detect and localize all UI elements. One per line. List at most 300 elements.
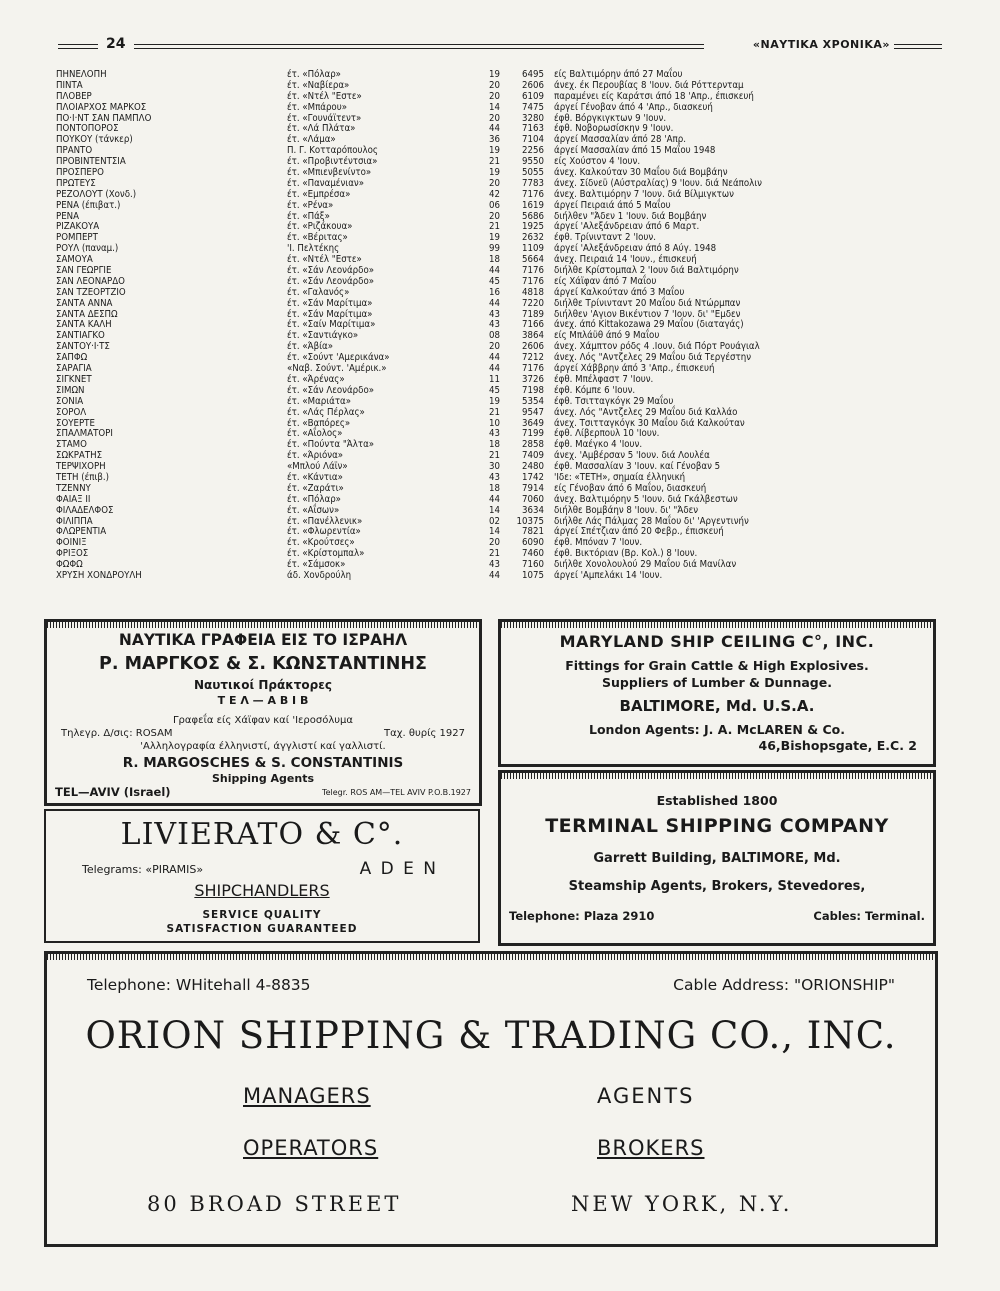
ship-row: [56, 81, 946, 92]
ship-status: διήλθεν 'Αγιον Βικέντιον 7 'Ιουν. δι' "Εμδεν: [554, 308, 741, 320]
ship-name: ΣΟΥΕΡΤΕ: [56, 417, 95, 429]
ship-name: ΠΛΟΙΑΡΧΟΣ ΜΑΡΚΟΣ: [56, 101, 147, 113]
ad-maryland-name: MARYLAND SHIP CEILING C°, INC.: [559, 632, 875, 651]
ad-orion-role-agents: AGENTS: [597, 1084, 695, 1108]
ship-row: [56, 244, 946, 255]
ship-row: [56, 124, 946, 135]
ship-tonnage: 44: [489, 123, 500, 135]
ship-name: ΦΩΦΩ: [56, 559, 83, 571]
ship-tonnage: 42: [489, 188, 500, 200]
ship-tonnage: 43: [489, 471, 500, 483]
border-hatch: [47, 622, 479, 628]
ship-row: [56, 70, 946, 81]
ship-name: ΤΖΕΝΝΥ: [56, 482, 91, 494]
ship-status: διήλθε Λάς Πάλμας 28 Μαΐου δι' 'Αργεντινήν: [554, 515, 749, 527]
ship-dwt: 7198: [522, 384, 544, 396]
ship-dwt: 3649: [522, 417, 544, 429]
ship-row: [56, 473, 946, 484]
ship-tonnage: 44: [489, 265, 500, 277]
ship-status: άργεί Σπέτζιαν άπό 20 Φεβρ., έπισκευή: [554, 526, 724, 538]
ad-livierato-telegrams: Telegrams: «PIRAMIS»: [82, 863, 204, 876]
ship-tonnage: 02: [489, 515, 500, 527]
ship-name: ΣΑΝ ΤΖΕΟΡΤΖΙΟ: [56, 286, 126, 298]
ship-tonnage: 14: [489, 526, 500, 538]
ship-owner: έτ. «Πούντα "Άλτα»: [287, 439, 375, 451]
ship-status: έφθ. Βικτόριαν (Βρ. Κολ.) 8 'Ιουν.: [554, 548, 698, 560]
ad-israel-telegr-gr: Τηλεγρ. Δ/σις: ROSAM: [61, 728, 173, 739]
ship-row: [56, 92, 946, 103]
ship-row: [56, 190, 946, 201]
ad-israel-names-en: R. MARGOSCHES & S. CONSTANTINIS: [122, 755, 404, 771]
ad-israel-telegr-en: Telegr. ROS AM—TEL AVIV P.O.B.1927: [322, 788, 471, 797]
ship-dwt: 7163: [522, 123, 544, 135]
ship-dwt: 9550: [522, 156, 544, 168]
ad-maryland: [498, 619, 936, 767]
header-rule-right: [894, 44, 942, 49]
ad-orion-cable: Cable Address: "ORIONSHIP": [673, 976, 895, 994]
ship-dwt: 7176: [522, 265, 544, 277]
ship-owner: έτ. «Άρένας»: [287, 373, 345, 385]
ship-tonnage: 99: [489, 243, 500, 255]
ship-name: ΣΙΓΚΝΕΤ: [56, 373, 92, 385]
ship-owner: έτ. «Πόλαρ»: [287, 493, 341, 505]
ship-status: παραμένει είς Καράτσι άπό 18 'Απρ., έπισκευή: [554, 90, 754, 102]
ship-list: [56, 70, 946, 582]
ad-terminal-address: Garrett Building, BALTIMORE, Md.: [593, 851, 841, 866]
ship-status: άνεχ. Σίδνεϋ (Αύστραλίας) 9 'Ιουν. διά Νεάπολιν: [554, 177, 762, 189]
ship-tonnage: 19: [489, 395, 500, 407]
ship-dwt: 7176: [522, 363, 544, 375]
ship-row: [56, 342, 946, 353]
ship-dwt: 3864: [522, 330, 544, 342]
publication-title: «ΝΑΥΤΙΚΑ ΧΡΟΝΙΚΑ»: [752, 38, 890, 51]
ship-row: [56, 201, 946, 212]
ship-status: άνεχ. Χάμπτον ρόδς 4 .Ιουν. διά Πόρτ Ρουάγιαλ: [554, 341, 760, 353]
ship-dwt: 7189: [522, 308, 544, 320]
ship-dwt: 7220: [522, 297, 544, 309]
ship-row: [56, 288, 946, 299]
ship-tonnage: 30: [489, 461, 500, 473]
ship-status: άνεχ. Καλκούταν 30 Μαΐου διά Βομβάην: [554, 167, 728, 179]
ship-tonnage: 19: [489, 69, 500, 80]
ad-israel: [44, 619, 482, 806]
ship-name: ΠΡΩΤΕΥΣ: [56, 177, 96, 189]
ship-tonnage: 21: [489, 406, 500, 418]
ad-terminal-established: Established 1800: [656, 793, 778, 808]
ship-name: ΣΠΑΛΜΑΤΟΡΙ: [56, 428, 113, 440]
ship-row: [56, 364, 946, 375]
ship-dwt: 7199: [522, 428, 544, 440]
ship-tonnage: 21: [489, 221, 500, 233]
ad-maryland-agents: London Agents: J. A. McLAREN & Co.: [589, 722, 845, 737]
ad-terminal-name: TERMINAL SHIPPING COMPANY: [545, 815, 889, 837]
ship-owner: έτ. «Φλωρεντία»: [287, 526, 361, 538]
ship-name: ΣΑΜΟΥΑ: [56, 254, 93, 266]
ship-row: [56, 157, 946, 168]
ship-name: ΣΑΝΤΑ ΔΕΣΠΩ: [56, 308, 118, 320]
ship-tonnage: 45: [489, 275, 500, 287]
ship-name: ΠΡΟΣΠΕΡΟ: [56, 167, 104, 179]
ship-name: ΠΡΑΝΤΟ: [56, 145, 93, 157]
ship-name: ΡΟΥΛ (παναμ.): [56, 243, 119, 255]
ship-name: ΣΑΝ ΛΕΟΝΑΡΔΟ: [56, 275, 125, 287]
ad-orion-street: 80 BROAD STREET: [147, 1192, 402, 1216]
ship-status: άργεί Γένοβαν άπό 4 'Απρ., διασκευή: [554, 101, 713, 113]
ship-name: ΡΕΝΑ (έπιβατ.): [56, 199, 121, 211]
ship-row: [56, 375, 946, 386]
ship-row: [56, 299, 946, 310]
ship-owner: έτ. «Σαντιάγκο»: [287, 330, 359, 342]
ship-owner: έτ. «Ντέλ "Εστε»: [287, 90, 362, 102]
ad-orion-city: NEW YORK, N.Y.: [571, 1192, 793, 1216]
ship-owner: «Μπλού Λάϊν»: [287, 461, 348, 473]
ship-dwt: 7475: [522, 101, 544, 113]
ship-owner: έτ. «Λά Πλάτα»: [287, 123, 356, 135]
ship-dwt: 2256: [522, 145, 544, 157]
ad-orion-role-operators: OPERATORS: [243, 1136, 379, 1160]
ship-dwt: 7821: [522, 526, 544, 538]
ship-tonnage: 11: [489, 373, 500, 385]
ship-row: [56, 484, 946, 495]
ship-tonnage: 20: [489, 341, 500, 353]
ship-tonnage: 18: [489, 254, 500, 266]
ship-status: διήλθεν "Άδεν 1 'Ιουν. διά Βομβάην: [554, 210, 707, 222]
ship-row: [56, 353, 946, 364]
ship-row: [56, 277, 946, 288]
ad-maryland-address: 46,Bishopsgate, E.C. 2: [758, 738, 917, 753]
ship-dwt: 7914: [522, 482, 544, 494]
ship-name: ΧΡΥΣΗ ΧΟΝΔΡΟΥΛΗ: [56, 569, 142, 581]
ship-status: έφθ. Μπέλφαστ 7 'Ιουν.: [554, 373, 654, 385]
ship-status: είς Χάϊφαν άπό 7 Μαΐου: [554, 275, 657, 287]
ship-status: έφθ. Τρίνινταντ 2 'Ιουν.: [554, 232, 656, 244]
ship-status: έφθ. Λίβερπουλ 10 'Ιουν.: [554, 428, 660, 440]
ship-owner: έτ. «Πόλαρ»: [287, 69, 341, 80]
ship-row: [56, 266, 946, 277]
ship-status: άνεχ. Πειραιά 14 'Ιουν., έπισκευή: [554, 254, 697, 266]
ship-owner: έτ. «Σούντ 'Αμερικάνα»: [287, 352, 390, 364]
ship-tonnage: 19: [489, 167, 500, 179]
ship-status: έφθ. Μπόναν 7 'Ιουν.: [554, 537, 643, 549]
ship-owner: έτ. «Αΐολος»: [287, 428, 343, 440]
ship-dwt: 7176: [522, 188, 544, 200]
ship-owner: «Ναβ. Σούντ. 'Αμέρικ.»: [287, 363, 387, 375]
ship-name: ΤΕΡΨΙΧΟΡΗ: [56, 461, 106, 473]
ship-owner: έτ. «Αΐσων»: [287, 504, 340, 516]
ad-israel-heading: ΝΑΥΤΙΚΑ ΓΡΑΦΕΙΑ ΕΙΣ ΤΟ ΙΣΡΑΗΛ: [118, 631, 408, 649]
ship-row: [56, 222, 946, 233]
ship-name: ΣΤΑΜΟ: [56, 439, 87, 451]
ship-dwt: 7409: [522, 450, 544, 462]
ad-maryland-line1: Fittings for Grain Cattle & High Explosives.: [565, 658, 869, 673]
ship-dwt: 6090: [522, 537, 544, 549]
ship-dwt: 2480: [522, 461, 544, 473]
ship-name: ΣΟΡΟΛ: [56, 406, 87, 418]
ship-row: [56, 560, 946, 571]
ship-owner: έτ. «Πανέλλενικ»: [287, 515, 363, 527]
ship-owner: έτ. «Βαπόρες»: [287, 417, 351, 429]
ship-row: [56, 397, 946, 408]
ship-name: ΣΑΝΤΙΑΓΚΟ: [56, 330, 105, 342]
ship-row: [56, 440, 946, 451]
ad-israel-city-gr: Τ Ε Λ — Α Β Ι Β: [217, 694, 309, 707]
ship-name: ΦΙΛΑΔΕΛΦΟΣ: [56, 504, 114, 516]
ship-name: ΦΡΙΞΟΣ: [56, 548, 89, 560]
ship-tonnage: 20: [489, 79, 500, 91]
ship-dwt: 5354: [522, 395, 544, 407]
ship-name: ΣΑΝΤΑ ΑΝΝΑ: [56, 297, 113, 309]
ship-row: [56, 168, 946, 179]
ship-status: έφθ. Βόργκιγκτων 9 'Ιουν.: [554, 112, 667, 124]
ship-row: [56, 386, 946, 397]
ship-owner: έτ. «Άβία»: [287, 341, 333, 353]
ad-israel-pobox-gr: Ταχ. θυρίς 1927: [384, 728, 465, 739]
ad-terminal-telephone: Telephone: Plaza 2910: [509, 909, 655, 923]
ship-tonnage: 14: [489, 504, 500, 516]
ship-status: 'Ιδε: «ΤΕΤΗ», σημαία έλληνική: [554, 471, 686, 483]
ship-dwt: 7176: [522, 275, 544, 287]
ship-dwt: 9547: [522, 406, 544, 418]
ship-name: ΣΑΡΑΓΙΑ: [56, 363, 92, 375]
ship-name: ΦΑΙΑΞ ΙΙ: [56, 493, 91, 505]
ship-tonnage: 21: [489, 156, 500, 168]
ship-dwt: 2632: [522, 232, 544, 244]
ship-owner: έτ. «Σάν Λεονάρδο»: [287, 384, 375, 396]
ship-dwt: 3280: [522, 112, 544, 124]
ship-status: είς Μπλάϋθ άπό 9 Μαΐου: [554, 330, 660, 342]
ad-livierato-name: LIVIERATO & C°.: [120, 817, 404, 852]
ship-owner: έτ. «Άριόνα»: [287, 450, 344, 462]
ship-dwt: 1925: [522, 221, 544, 233]
ship-name: ΣΑΝ ΓΕΩΡΓΙΕ: [56, 265, 112, 277]
ad-orion-telephone: Telephone: WHitehall 4-8835: [87, 976, 311, 994]
page-header: [58, 36, 942, 56]
ship-tonnage: 43: [489, 559, 500, 571]
ship-status: άργεί Χάββρην άπό 3 'Απρ., έπισκευή: [554, 363, 715, 375]
ship-status: είς Χούστον 4 'Ιουν.: [554, 156, 641, 168]
ad-orion-name: ORION SHIPPING & TRADING CO., INC.: [85, 1014, 897, 1057]
ship-status: άργεί Μασσαλίαν άπό 28 'Απρ.: [554, 134, 686, 146]
ship-owner: έτ. «Λάμα»: [287, 134, 336, 146]
ship-tonnage: 20: [489, 112, 500, 124]
ship-owner: έτ. «Μπιενβενίντο»: [287, 167, 372, 179]
ship-dwt: 1075: [522, 569, 544, 581]
ad-terminal-cables: Cables: Terminal.: [813, 909, 925, 923]
ship-dwt: 10375: [516, 515, 544, 527]
header-rule-left: [58, 44, 98, 49]
ship-owner: έτ. «Γουνάϊτεντ»: [287, 112, 362, 124]
ship-tonnage: 16: [489, 286, 500, 298]
ship-name: ΠΛΟΒΕΡ: [56, 90, 92, 102]
ship-owner: έτ. «Λάς Πέρλας»: [287, 406, 365, 418]
page-number: 24: [106, 36, 126, 52]
ship-name: ΣΙΜΩΝ: [56, 384, 85, 396]
ship-status: άνεχ. 'Αμβέρσαν 5 'Ιουν. διά Λουλέα: [554, 450, 710, 462]
ship-status: έφθ. Μασσαλίαν 3 'Ιουν. καί Γένοβαν 5: [554, 461, 721, 473]
ship-name: ΤΕΤΗ (έπιβ.): [56, 471, 109, 483]
ship-dwt: 7160: [522, 559, 544, 571]
ad-terminal-services: Steamship Agents, Brokers, Stevedores,: [568, 879, 866, 894]
ship-owner: έτ. «Ναβίερα»: [287, 79, 350, 91]
ship-dwt: 7104: [522, 134, 544, 146]
ship-name: ΡΟΜΠΕΡΤ: [56, 232, 98, 244]
ship-tonnage: 43: [489, 428, 500, 440]
ship-status: άργεί Καλκούταν άπό 3 Μαΐου: [554, 286, 685, 298]
ship-status: διήλθε Τρίνινταντ 20 Μαΐου διά Ντώρμπαν: [554, 297, 741, 309]
ad-orion: [44, 951, 938, 1247]
ship-tonnage: 20: [489, 537, 500, 549]
ship-tonnage: 20: [489, 177, 500, 189]
ship-owner: έτ. «Μπάρου»: [287, 101, 347, 113]
ship-tonnage: 10: [489, 417, 500, 429]
ad-livierato-slogan1: SERVICE QUALITY: [202, 909, 322, 921]
ship-dwt: 7212: [522, 352, 544, 364]
ship-status: διήλθε Χονολουλού 29 Μαΐου διά Μανίλαν: [554, 559, 737, 571]
ship-owner: 'Ι. Πελτέκης: [287, 243, 340, 255]
ship-name: ΣΩΚΡΑΤΗΣ: [56, 450, 103, 462]
border-hatch: [47, 954, 935, 960]
ship-status: έφθ. Μαέγκο 4 'Ιουν.: [554, 439, 643, 451]
ship-dwt: 6495: [522, 69, 544, 80]
ship-row: [56, 462, 946, 473]
ship-row: [56, 179, 946, 190]
ship-status: είς Γένοβαν άπό 6 Μαΐου, διασκευή: [554, 482, 707, 494]
ship-name: ΠΟΥΚΟΥ (τάνκερ): [56, 134, 133, 146]
ad-livierato: [44, 809, 480, 943]
ship-row: [56, 495, 946, 506]
ship-row: [56, 331, 946, 342]
ship-name: ΠΗΝΕΛΟΠΗ: [56, 69, 107, 80]
ad-orion-role-brokers: BROKERS: [597, 1136, 705, 1160]
ad-israel-city-en: TEL—AVIV (Israel): [55, 785, 171, 799]
ship-tonnage: 20: [489, 90, 500, 102]
ship-name: ΠΟ·Ι·ΝΤ ΣΑΝ ΠΑΜΠΛΟ: [56, 112, 152, 124]
ship-owner: έτ. «Σάν Λεονάρδο»: [287, 275, 375, 287]
ship-row: [56, 527, 946, 538]
ship-owner: έτ. «Σάν Μαρίτιμα»: [287, 297, 373, 309]
ship-name: ΣΑΝΤΑ ΚΑΛΗ: [56, 319, 112, 331]
ad-orion-role-managers: MANAGERS: [243, 1084, 371, 1108]
ship-status: άνεχ. Λός "Αντζελες 29 Μαΐου διά Τεργέστην: [554, 352, 752, 364]
ship-name: ΡΕΝΑ: [56, 210, 80, 222]
ship-tonnage: 44: [489, 352, 500, 364]
ship-tonnage: 14: [489, 101, 500, 113]
ship-tonnage: 36: [489, 134, 500, 146]
ship-tonnage: 08: [489, 330, 500, 342]
ship-owner: έτ. «Εμπρέσα»: [287, 188, 351, 200]
ship-status: άργεί Μασσαλίαν άπό 15 Μαΐου 1948: [554, 145, 716, 157]
ship-row: [56, 571, 946, 582]
ship-owner: έτ. «Κάντια»: [287, 471, 343, 483]
ship-owner: έτ. «Μαριάτα»: [287, 395, 352, 407]
ship-row: [56, 310, 946, 321]
ship-dwt: 5664: [522, 254, 544, 266]
ship-row: [56, 320, 946, 331]
ship-owner: έτ. «Ριζάκουα»: [287, 221, 353, 233]
ship-row: [56, 408, 946, 419]
ship-owner: έτ. «Κρούτσες»: [287, 537, 355, 549]
ship-owner: έτ. «Ντέλ "Εστε»: [287, 254, 362, 266]
ship-name: ΠΙΝΤΑ: [56, 79, 83, 91]
ship-name: ΡΕΖΟΛΟΥΤ (Χονδ.): [56, 188, 137, 200]
ship-row: [56, 549, 946, 560]
ship-tonnage: 19: [489, 145, 500, 157]
ship-tonnage: 21: [489, 450, 500, 462]
ship-owner: έτ. «Παναμένιαν»: [287, 177, 365, 189]
ship-status: άνεχ. άπό Kittakozawa 29 Μαΐου (διαταγάς): [554, 319, 744, 331]
ship-row: [56, 114, 946, 125]
ship-owner: έτ. «Προβιντέντσια»: [287, 156, 378, 168]
ship-owner: έτ. «Βέριτας»: [287, 232, 348, 244]
ship-tonnage: 44: [489, 493, 500, 505]
ship-row: [56, 233, 946, 244]
ship-tonnage: 43: [489, 319, 500, 331]
ship-status: διήλθε Κρίστομπαλ 2 'Ιουν διά Βαλτιμόρην: [554, 265, 739, 277]
ship-status: άργεί 'Αλεξάνδρειαν άπό 8 Αύγ. 1948: [554, 243, 717, 255]
ad-livierato-slogan2: SATISFACTION GUARANTEED: [166, 923, 358, 935]
ship-tonnage: 21: [489, 548, 500, 560]
ship-dwt: 7460: [522, 548, 544, 560]
ship-owner: έτ. «Ζαράτι»: [287, 482, 344, 494]
ad-israel-role-gr: Ναυτικοί Πράκτορες: [193, 678, 333, 692]
ship-dwt: 7166: [522, 319, 544, 331]
ad-israel-corr-gr: 'Αλληλογραφία έλληνιστί, άγγλιστί καί γαλλιστί.: [140, 741, 386, 752]
ship-tonnage: 19: [489, 232, 500, 244]
ship-name: ΣΑΝΤΟΥ·Ι·ΤΣ: [56, 341, 110, 353]
ship-dwt: 7783: [522, 177, 544, 189]
ship-dwt: 2858: [522, 439, 544, 451]
ship-name: ΡΙΖΑΚΟΥΑ: [56, 221, 100, 233]
ship-dwt: 2606: [522, 79, 544, 91]
ship-owner: έτ. «Κρίστομπαλ»: [287, 548, 365, 560]
ship-owner: έτ. «Ρένα»: [287, 199, 334, 211]
ad-maryland-line2: Suppliers of Lumber & Dunnage.: [602, 675, 832, 690]
ship-row: [56, 506, 946, 517]
ship-dwt: 1619: [522, 199, 544, 211]
ship-status: άργεί 'Αλεξάνδρειαν άπό 6 Μαρτ.: [554, 221, 700, 233]
ship-owner: άδ. Χονδρούλη: [287, 569, 352, 581]
ship-owner: Π. Γ. Κοτταρόπουλος: [287, 145, 378, 157]
ship-owner: έτ. «Πάξ»: [287, 210, 330, 222]
ship-row: [56, 146, 946, 157]
ship-status: άνεχ. Τσιτταγκόγκ 30 Μαΐου διά Καλκούταν: [554, 417, 745, 429]
ship-tonnage: 06: [489, 199, 500, 211]
ship-name: ΦΙΛΙΠΠΑ: [56, 515, 93, 527]
ship-name: ΠΟΝΤΟΠΟΡΟΣ: [56, 123, 119, 135]
ship-row: [56, 429, 946, 440]
ship-status: άνεχ. Βαλτιμόρην 7 'Ιουν. διά Βίλμιγκτων: [554, 188, 734, 200]
ship-owner: έτ. «Γαλανός»: [287, 286, 350, 298]
ship-name: ΠΡΟΒΙΝΤΕΝΤΣΙΑ: [56, 156, 126, 168]
ad-maryland-city: BALTIMORE, Md. U.S.A.: [619, 697, 815, 715]
ship-tonnage: 20: [489, 210, 500, 222]
ship-row: [56, 212, 946, 223]
ship-dwt: 4818: [522, 286, 544, 298]
ship-dwt: 3726: [522, 373, 544, 385]
ship-tonnage: 18: [489, 439, 500, 451]
ship-row: [56, 255, 946, 266]
ship-status: έφθ. Κόμπε 6 'Ιουν.: [554, 384, 636, 396]
ship-status: άνεχ. έκ Περουβίας 8 'Ιουν. διά Ρόττερνταμ: [554, 79, 744, 91]
ship-tonnage: 43: [489, 308, 500, 320]
ad-israel-names-gr: Ρ. ΜΑΡΓΚΟΣ & Σ. ΚΩΝΣΤΑΝΤΙΝΗΣ: [99, 654, 427, 674]
ship-status: διήλθε Βομβάην 8 'Ιουν. δι' "Άδεν: [554, 504, 699, 516]
ship-dwt: 5055: [522, 167, 544, 179]
border-hatch: [501, 622, 933, 628]
ship-owner: έτ. «Σάν Μαρίτιμα»: [287, 308, 373, 320]
ship-tonnage: 18: [489, 482, 500, 494]
ship-name: ΦΟΙΝΙΞ: [56, 537, 87, 549]
